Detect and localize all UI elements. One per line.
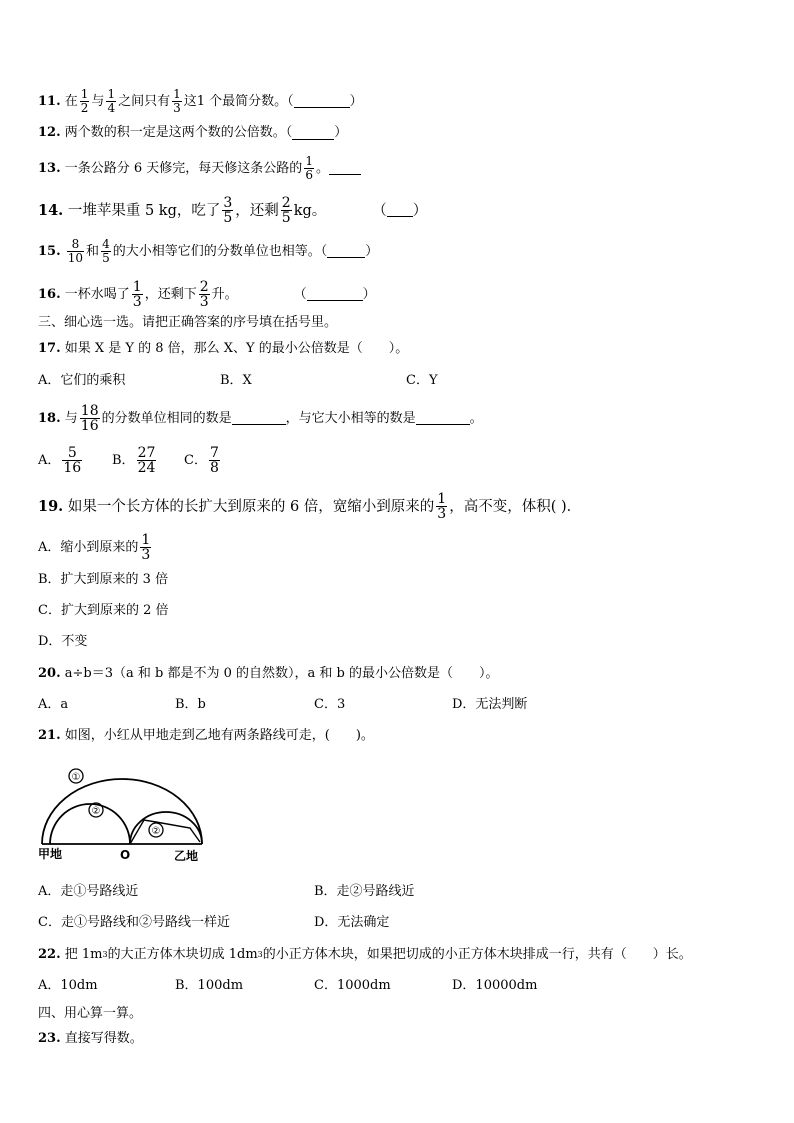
answer-blank[interactable] bbox=[416, 412, 470, 425]
fraction: $\frac{1}{3}$ bbox=[132, 279, 142, 310]
question-23: 23. 直接写得数。 bbox=[38, 1031, 143, 1046]
fraction: $\frac{2}{5}$ bbox=[281, 195, 291, 226]
question-22: 22. 把 1m 3 的大正方体木块切成 1dm 3 的小正方体木块，如果把切成的小正方体木块排成一行，共有（ ）长。 bbox=[38, 947, 692, 962]
fraction: $\frac{4}{5}$ bbox=[102, 237, 110, 265]
question-16: 16. 一杯水喝了 $\frac{1}{3}$ ，还剩下 $\frac{2}{3}$ 升。 （ ） bbox=[38, 279, 376, 310]
route-2-arc-right bbox=[130, 812, 202, 844]
fraction: $\frac{1}{3}$ bbox=[437, 491, 447, 522]
option-b[interactable]: B．100dm bbox=[175, 978, 244, 993]
route-figure bbox=[30, 762, 215, 872]
fraction: $\frac{1}{2}$ bbox=[80, 87, 89, 115]
question-17: 17. 如果 X 是 Y 的 8 倍，那么 X、Y 的最小公倍数是（ ）。 bbox=[38, 341, 409, 356]
answer-blank[interactable] bbox=[307, 288, 363, 301]
option-a[interactable]: A．10dm bbox=[38, 978, 98, 993]
section-heading: 四、用心算一算。 bbox=[38, 1006, 143, 1021]
option-a[interactable]: A．走①号路线近 bbox=[38, 884, 139, 899]
fraction: $\frac{1}{3}$ bbox=[173, 87, 181, 115]
option-a[interactable]: A． $\frac{5}{16}$ bbox=[38, 445, 82, 476]
midpoint-label: O bbox=[120, 848, 131, 862]
section-heading: 三、细心选一选。请把正确答案的序号填在括号里。 bbox=[38, 315, 338, 330]
fraction: $\frac{2}{3}$ bbox=[199, 279, 209, 310]
route-1-label: ① bbox=[71, 772, 81, 783]
option-c[interactable]: C．3 bbox=[314, 697, 346, 712]
option-d[interactable]: D．无法确定 bbox=[314, 915, 390, 930]
option-c[interactable]: C．Y bbox=[406, 373, 438, 388]
option-c[interactable]: C． $\frac{7}{8}$ bbox=[184, 445, 219, 476]
question-18: 18. 与 $\frac{18}{16}$ 的分数单位相同的数是 ，与它大小相等的数是 。 bbox=[38, 403, 483, 434]
fraction: $\frac{1}{6}$ bbox=[305, 154, 313, 182]
option-b[interactable]: B．扩大到原来的 3 倍 bbox=[38, 572, 169, 587]
route-2-zigzag bbox=[130, 820, 200, 844]
option-a[interactable]: A．缩小到原来的 $\frac{1}{3}$ bbox=[38, 532, 151, 563]
option-b[interactable]: B．X bbox=[220, 373, 252, 388]
option-c[interactable]: C．1000dm bbox=[314, 978, 391, 993]
route-2-label: ② bbox=[151, 826, 161, 837]
option-b[interactable]: B．b bbox=[175, 697, 206, 712]
question-number: 11. bbox=[38, 93, 61, 109]
question-19: 19. 如果一个长方体的长扩大到原来的 6 倍，宽缩小到原来的 $\frac{1}{3}$ ，高不变，体积( )． bbox=[38, 491, 582, 522]
question-12: 12. 两个数的积一定是这两个数的公倍数。（ ） bbox=[38, 125, 348, 140]
answer-blank[interactable] bbox=[387, 204, 413, 217]
answer-blank[interactable] bbox=[232, 412, 286, 425]
option-d[interactable]: D．不变 bbox=[38, 634, 88, 649]
option-c[interactable]: C．走①号路线和②号路线一样近 bbox=[38, 915, 230, 930]
end-label: 乙地 bbox=[174, 849, 199, 863]
option-b[interactable]: B．走②号路线近 bbox=[314, 884, 415, 899]
answer-blank[interactable] bbox=[327, 245, 365, 258]
question-15: 15. $\frac{8}{10}$ 和 $\frac{4}{5}$ 的大小相等它们的分数单位也相等。（ ） bbox=[38, 237, 379, 265]
fraction: $\frac{8}{10}$ bbox=[67, 237, 84, 265]
question-13: 13. 一条公路分 6 天修完，每天修这条公路的 $\frac{1}{6}$ 。 bbox=[38, 155, 361, 182]
option-c[interactable]: C．扩大到原来的 2 倍 bbox=[38, 603, 169, 618]
answer-blank[interactable] bbox=[294, 95, 350, 108]
question-20: 20. a÷b＝3（a 和 b 都是不为 0 的自然数），a 和 b 的最小公倍数是（ ）。 bbox=[38, 666, 499, 681]
route-2-arc-left bbox=[50, 804, 130, 844]
fraction: $\frac{18}{16}$ bbox=[80, 403, 99, 434]
option-a[interactable]: A．它们的乘积 bbox=[38, 373, 126, 388]
question-21: 21. 如图，小红从甲地走到乙地有两条路线可走，( )。 bbox=[38, 728, 374, 743]
fraction: $\frac{1}{4}$ bbox=[107, 87, 116, 115]
option-d[interactable]: D．10000dm bbox=[452, 978, 538, 993]
option-d[interactable]: D．无法判断 bbox=[452, 697, 528, 712]
option-a[interactable]: A．a bbox=[38, 697, 69, 712]
answer-blank[interactable] bbox=[329, 162, 361, 175]
answer-blank[interactable] bbox=[292, 127, 334, 140]
start-label: 甲地 bbox=[38, 847, 63, 861]
fraction: $\frac{3}{5}$ bbox=[223, 195, 233, 226]
question-11: 11. 在 $\frac{1}{2}$ 与 $\frac{1}{4}$ 之间只有 $\frac{1}{3}$ 这1 个最简分数。（ ） bbox=[38, 87, 363, 115]
option-b[interactable]: B． $\frac{27}{24}$ bbox=[112, 445, 156, 476]
route-2-label: ② bbox=[91, 806, 101, 817]
question-14: 14. 一堆苹果重 5 kg，吃了 $\frac{3}{5}$ ，还剩 $\frac{2}{5}$ kg。 （ ） bbox=[38, 195, 428, 226]
